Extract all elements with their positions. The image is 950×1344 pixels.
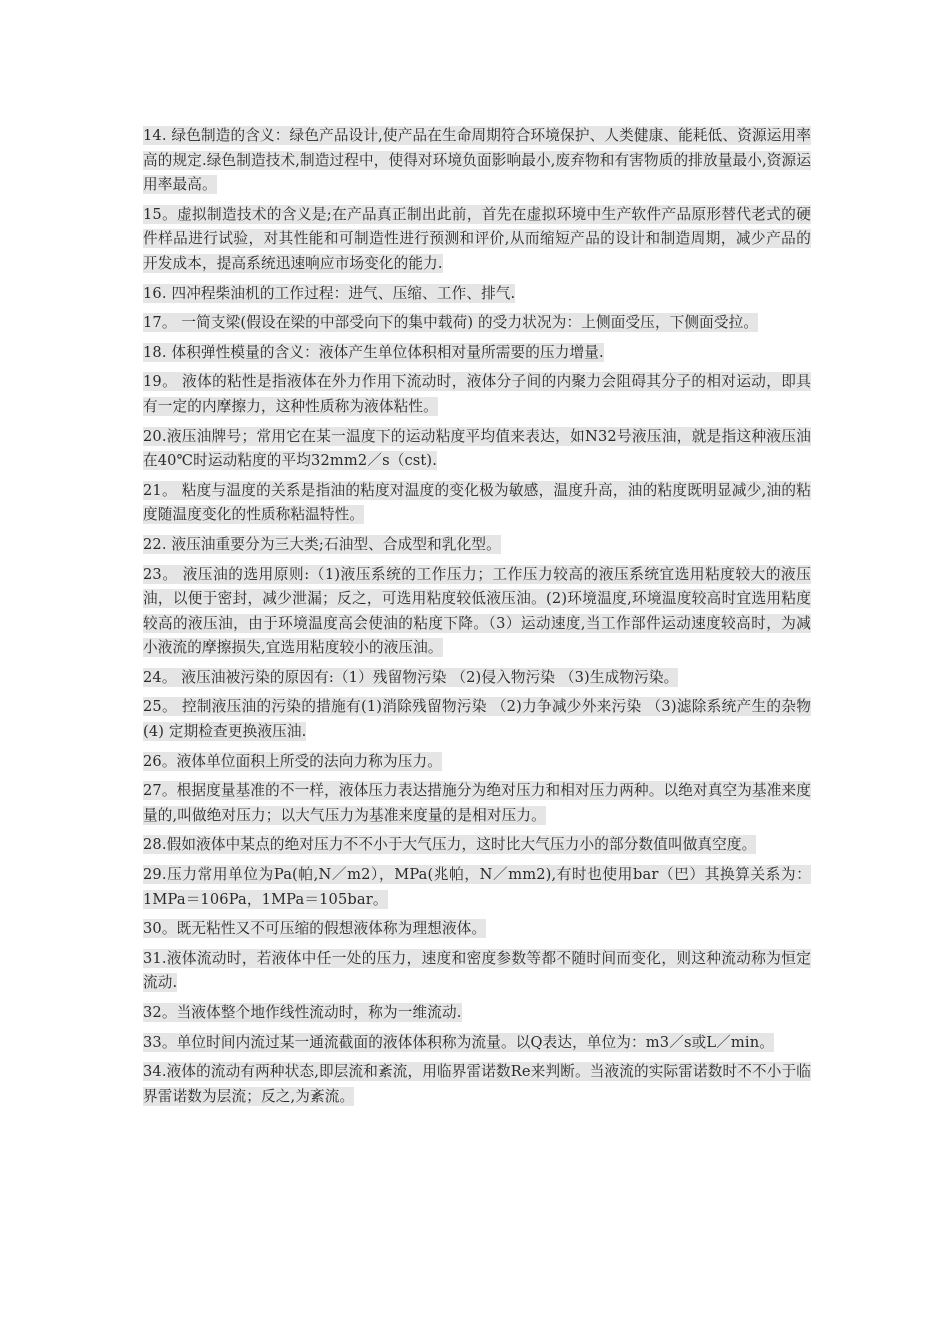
- paragraph-23-text: 23。 液压油的选用原则:（1)液压系统的工作压力；工作压力较高的液压系统宜选用粘度较大的液压油，以便于密封，减少泄漏；反之，可选用粘度较低液压油。(2)环境温度,环境温度较高时宜选用粘度较高的液压油，由于环境温度高会使油的粘度下降。（3）运动速度,当工作部件运动速度较高时，为减小液流的摩擦损失,宜选用粘度较小的液压油。: [143, 565, 811, 657]
- paragraph-32: [143, 1001, 811, 1026]
- paragraph-29-text: 29.压力常用单位为Pa(帕,N／m2），MPa(兆帕，N／mm2),有时也使用bar（巴）其换算关系为：1MPa＝106Pa，1MPa＝105bar。: [143, 866, 811, 908]
- paragraph-29: [143, 863, 811, 912]
- paragraph-26: [143, 750, 811, 775]
- paragraph-30-text: 30。既无粘性又不可压缩的假想液体称为理想液体。: [143, 920, 487, 938]
- paragraph-16: [143, 282, 811, 307]
- document-body: [143, 124, 811, 1114]
- paragraph-19-text: 19。 液体的粘性是指液体在外力作用下流动时，液体分子间的内聚力会阻碍其分子的相对运动，即具有一定的内摩擦力，这种性质称为液体粘性。: [143, 373, 811, 415]
- paragraph-15-text: 15。虚拟制造技术的含义是;在产品真正制出此前，首先在虚拟环境中生产软件产品原形替代老式的硬件样品进行试验，对其性能和可制造性进行预测和评价,从而缩短产品的设计和制造周期，减少产品的开发成本，提高系统迅速响应市场变化的能力.: [143, 205, 811, 272]
- paragraph-18: [143, 341, 811, 366]
- paragraph-24-text: 24。 液压油被污染的原因有:（1）残留物污染 （2)侵入物污染 （3)生成物污染。: [143, 668, 679, 686]
- paragraph-21-text: 21。 粘度与温度的关系是指油的粘度对温度的变化极为敏感，温度升高，油的粘度既明显减少,油的粘度随温度变化的性质称粘温特性。: [143, 481, 811, 524]
- paragraph-17-text: 17。 一简支梁(假设在梁的中部受向下的集中载荷) 的受力状况为：上侧面受压，下侧面受拉。: [143, 314, 759, 332]
- paragraph-22-text: 22. 液压油重要分为三大类;石油型、合成型和乳化型。: [143, 535, 501, 553]
- paragraph-25: [143, 695, 811, 744]
- paragraph-26-text: 26。液体单位面积上所受的法向力称为压力。: [143, 752, 443, 770]
- paragraph-18-text: 18. 体积弹性模量的含义：液体产生单位体积相对量所需要的压力增量.: [143, 343, 604, 361]
- paragraph-17: [143, 311, 811, 336]
- paragraph-14: [143, 124, 811, 198]
- paragraph-14-text: 14. 绿色制造的含义：绿色产品设计,使产品在生命周期符合环境保护、人类健康、能耗低、资源运用率高的规定.绿色制造技术,制造过程中，使得对环境负面影响最小,废弃物和有害物质的排放量最小,资源运用率最高。: [143, 127, 811, 194]
- paragraph-16-text: 16. 四冲程柴油机的工作过程：进气、压缩、工作、排气.: [143, 284, 516, 302]
- paragraph-27-text: 27。根据度量基准的不一样，液体压力表达措施分为绝对压力和相对压力两种。以绝对真空为基准来度量的,叫做绝对压力；以大气压力为基准来度量的是相对压力。: [143, 782, 811, 824]
- paragraph-27: [143, 779, 811, 828]
- paragraph-15: [143, 203, 811, 277]
- paragraph-33-text: 33。单位时间内流过某一通流截面的液体体积称为流量。以Q表达，单位为：m3／s或L／min。: [143, 1033, 775, 1051]
- paragraph-31: [143, 947, 811, 996]
- paragraph-25-text: 25。 控制液压油的污染的措施有(1)消除残留物污染 （2)力争减少外来污染 （3)滤除系统产生的杂物 (4) 定期检查更换液压油.: [143, 698, 811, 741]
- paragraph-32-text: 32。当液体整个地作线性流动时，称为一维流动.: [143, 1004, 462, 1021]
- paragraph-34-text: 34.液体的流动有两种状态,即层流和紊流，用临界雷诺数Re来判断。当液流的实际雷诺数时不不小于临界雷诺数为层流；反之,为紊流。: [143, 1063, 811, 1105]
- paragraph-28: [143, 833, 811, 858]
- paragraph-24: [143, 666, 811, 691]
- paragraph-21: [143, 479, 811, 528]
- paragraph-30: [143, 917, 811, 942]
- paragraph-33: [143, 1031, 811, 1056]
- paragraph-28-text: 28.假如液体中某点的绝对压力不不小于大气压力，这时比大气压力小的部分数值叫做真空度。: [143, 836, 757, 854]
- paragraph-20-text: 20.液压油牌号；常用它在某一温度下的运动粘度平均值来表达，如N32号液压油，就是指这种液压油在40℃时运动粘度的平均32mm2／s（cst).: [143, 427, 811, 470]
- paragraph-31-text: 31.液体流动时，若液体中任一处的压力，速度和密度参数等都不随时间而变化，则这种流动称为恒定流动.: [143, 949, 811, 992]
- paragraph-20: [143, 425, 811, 474]
- paragraph-34: [143, 1060, 811, 1109]
- paragraph-23: [143, 563, 811, 661]
- paragraph-19: [143, 370, 811, 419]
- paragraph-22: [143, 533, 811, 558]
